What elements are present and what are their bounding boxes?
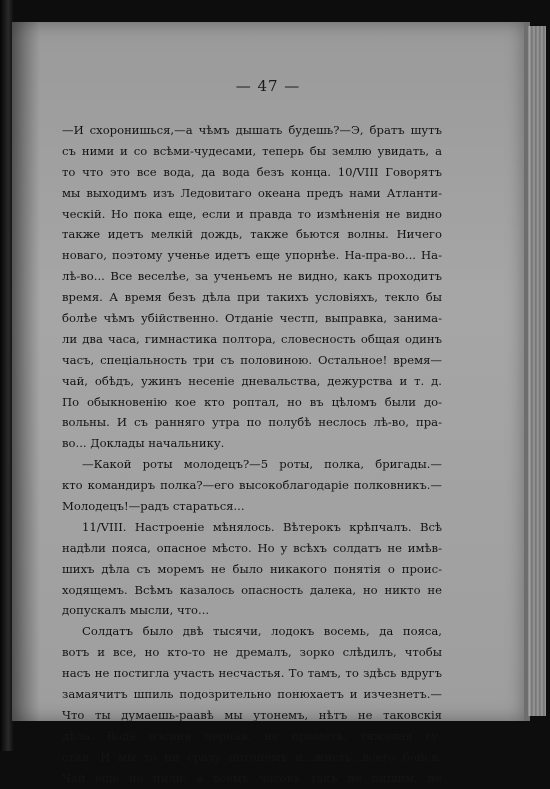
text-line: ческій. Но пока еще, если и правда то измѣненія не видно <box>62 206 442 221</box>
text-line: вольны. И съ ранняго утра по полубѣ неслось лѣ-во, пра- <box>62 415 442 430</box>
text-line: также идетъ мелкій дождь, также бьются волны. Ничего <box>62 227 442 242</box>
text-line: замаячитъ шпиль подозрительно понюхаетъ и изчезнетъ.— <box>62 687 442 702</box>
text-line: часъ, спеціальность три съ половиною. Остальное! время— <box>62 352 442 367</box>
text-line: 11/VIII. Настроеніе мѣнялось. Вѣтерокъ крѣпчалъ. Всѣ <box>82 519 442 534</box>
text-line: стая. И мы то ни сразу потонемъ и...жисть...всего бойся. <box>62 749 442 764</box>
text-line: чай, обѣдъ, ужинъ несеніе дневальства, дежурства и т. д. <box>62 373 442 388</box>
book-page <box>12 22 530 785</box>
text-line: лѣ-во... Все веселѣе, за ученьемъ не видно, какъ проходитъ <box>62 269 442 284</box>
text-line: дѣла. Вода изсиня черная, не приметъ, тяжелая гу- <box>62 728 442 743</box>
text-line: ходящемъ. Всѣмъ казалось опасность далека, но никто не <box>62 582 442 597</box>
text-line: —Какой роты молодецъ?—5 роты, полка, бригады.— <box>82 457 442 472</box>
page-number: — 47 — <box>235 77 301 95</box>
text-line: шихъ дѣла съ моремъ не было никакого понятія о проис- <box>62 561 442 576</box>
text-line: болѣе чѣмъ убійственно. Отданіе честп, выправка, занима- <box>62 311 442 326</box>
text-line: Молодецъ!—радъ стараться... <box>62 499 245 514</box>
text-line: —И схоронишься,—а чѣмъ дышать будешь?—Э, братъ шутъ <box>62 123 442 137</box>
text-line: Что ты думаешь-раавѣ мы утонемъ, нѣтъ не таковскія <box>62 707 442 722</box>
text-line: Солдатъ было двѣ тысячи, лодокъ восемь, да пояса, <box>82 624 442 639</box>
text-line: По обыкновенію кое кто роптал, но въ цѣломъ были до- <box>62 394 442 409</box>
text-line: допускалъ мысли, что... <box>62 603 210 618</box>
text-line: надѣли пояса, опасное мѣсто. Но у всѣхъ солдатъ не имѣв- <box>62 540 442 555</box>
text-line: во... Доклады начальнику. <box>62 436 225 451</box>
text-line: кто командиръ полка?—его высокоблагодаріе полковникъ.— <box>62 478 442 493</box>
body-text <box>62 120 442 789</box>
text-line: время. А время безъ дѣла при такихъ условіяхъ, текло бы <box>62 290 442 305</box>
text-line: то что это все вода, да вода безъ конца. 10/VIII Говорятъ <box>62 164 442 179</box>
page-edges <box>528 26 546 716</box>
text-line: ли два часа, гимнастика полтора, словесность общая одинъ <box>62 331 442 346</box>
text-line: Чай еще не пили, а всемъ часовъ такъ не пишим, не <box>62 770 442 785</box>
text-line: съ ними и со всѣми-чудесами, теперь бы землю увидать, а <box>62 143 442 158</box>
text-line: насъ не постигла участь несчастья. То тамъ, то здѣсь вдругъ <box>62 666 442 681</box>
text-line: вотъ и все, но кто-то не дремалъ, зорко слѣдилъ, чтобы <box>62 645 442 660</box>
text-line: новаго, поэтому ученье идетъ еще упорнѣе. На-пра-во... На- <box>62 248 442 263</box>
text-line: мы выходимъ изъ Ледовитаго океана предъ нами Атланти- <box>62 185 442 200</box>
